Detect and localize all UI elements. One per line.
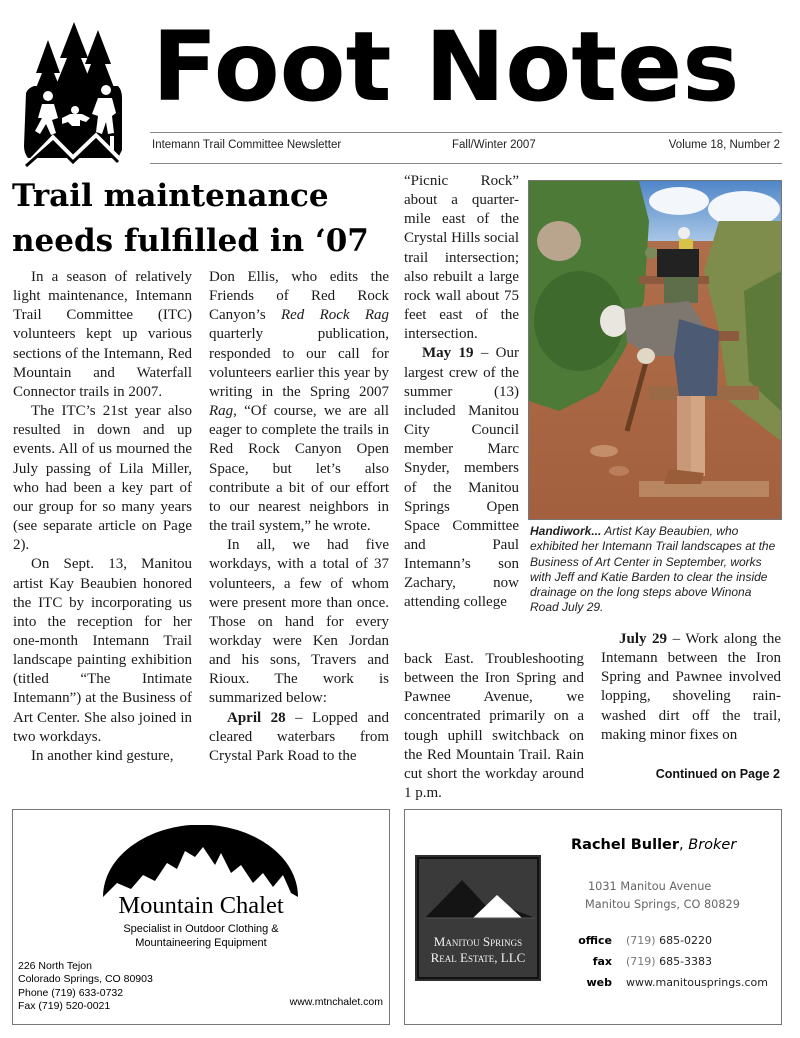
article-paragraph: The ITC’s 21st year also resulted in down and up events. All of us mourned the July passing of Lila Miller, who had been a key part of our group for so many years (see separate article on Page 2).: [13, 403, 192, 554]
logo-line: Manitou Springs: [433, 934, 523, 949]
office-number: 685-0220: [659, 934, 713, 947]
address-line: Colorado Springs, CO 80903: [18, 973, 153, 986]
issue-date: Fall/Winter 2007: [452, 139, 536, 151]
workday-date: May 19: [422, 345, 474, 362]
agent-name: Rachel Buller, Broker: [571, 837, 737, 853]
article-paragraph: In a season of relatively light maintenance, Intemann Trail Committee (ITC) volunteers kept up various sections of the Intemann, Red Mountain and Waterfall Connector trails in 2007.: [13, 269, 192, 400]
mountain-chalet-tagline: Mountaineering Equipment: [135, 937, 267, 949]
itc-logo-icon: [18, 18, 126, 168]
text: Don Ellis, who edits the Friends of Red Rock Canyon’s: [209, 269, 389, 324]
address-line: 226 North Tejon: [18, 960, 92, 972]
phone-number: Phone (719) 633-0732: [18, 986, 124, 999]
manitou-springs-logo-text: [415, 934, 541, 966]
trail-work-photo: [528, 180, 782, 520]
workday-date: July 29: [619, 631, 668, 647]
masthead-rule-bottom: [150, 163, 782, 164]
fax-row: [555, 955, 712, 968]
ad-manitou-springs-real-estate: [404, 809, 782, 1025]
article-column-4: [601, 630, 781, 745]
article-paragraph: [601, 630, 781, 745]
mountain-chalet-tagline: Specialist in Outdoor Clothing &: [123, 923, 279, 935]
area-code: (719): [626, 955, 656, 968]
caption-text: Artist Kay Beaubien, who exhibited her Intemann Trail landscapes at the Business of Art Center in September, works with Jeff and Katie Barden to clear the inside drainage on the long steps above Winona Road July 29.: [530, 524, 776, 615]
article-paragraph: “Picnic Rock” about a quarter-mile east of the Crystal Hills social trail intersection; also rebuilt a large rock wall about 75 feet east of the intersection.: [404, 173, 519, 343]
caption-lead: Handiwork...: [530, 524, 602, 538]
article-column-3-continued: [404, 650, 584, 803]
article-paragraph: [404, 344, 519, 612]
publication-title: Rag: [209, 403, 234, 420]
agent-address: Manitou Springs, CO 80829: [585, 898, 740, 911]
manitou-springs-logo: [415, 855, 541, 981]
workday-date: April 28: [227, 709, 286, 726]
article-paragraph: back East. Troubleshooting between the Iron Spring and Pawnee Avenue, we concentrated primarily on a tough uphill switchback on the Red Mountain Trail. Rain cut short the workday around 1 p.m.: [404, 651, 584, 802]
mountain-chalet-website[interactable]: www.mtnchalet.com: [289, 996, 383, 1008]
agent-address: 1031 Manitou Avenue: [588, 880, 712, 893]
photo-caption: [530, 524, 782, 616]
website-link[interactable]: www.manitousprings.com: [626, 976, 768, 989]
logo-line: Real Estate, LLC: [430, 950, 526, 965]
mountain-dome-icon: [103, 825, 298, 900]
article-column-3: [404, 172, 519, 613]
article-column-1: [13, 268, 192, 766]
mountain-chalet-name: Mountain Chalet: [118, 892, 284, 919]
ad-mountain-chalet: [12, 809, 390, 1025]
article-column-2: [209, 268, 389, 766]
article-headline: Trail maintenance needs fulfilled in ‘07: [12, 178, 369, 259]
article-paragraph: In all, we had five workdays, with a total of 37 volunteers, a few of whom were present more than once. Those on hand for every workday were Ken Jordan and his sons, Travers and Rioux. The work is summarized below:: [209, 537, 389, 707]
masthead-title: Foot Notes: [152, 11, 740, 123]
article-paragraph: [209, 268, 389, 536]
article-paragraph: On Sept. 13, Manitou artist Kay Beaubien honored the ITC by incorporating us into the reception for her one-month Intemann Trail landscape painting exhibition (titled “The Intimate Intemann”) at the Business of Art Center. She also joined in two workdays.: [13, 556, 192, 745]
text: – Work along the Intemann between the Iron Spring and Pawnee involved lopping, shoveling rain-washed dirt off the trail, making minor fixes on: [601, 631, 781, 743]
fax-number: Fax (719) 520-0021: [18, 999, 111, 1012]
volume-number: Volume 18, Number 2: [668, 139, 780, 151]
area-code: (719): [626, 934, 656, 947]
web-row: [555, 976, 768, 989]
agent-name-text: Rachel Buller: [571, 837, 680, 853]
text: , “Of course, we are all eager to complete the trails in Red Rock Canyon Open Space, but let’s also contribute a bit of our effort to our nearest neighbors in the trail system,” he wrote.: [209, 403, 389, 535]
mountain-chalet-contact: [18, 960, 153, 1013]
newsletter-name: Intemann Trail Committee Newsletter: [152, 139, 342, 151]
continued-link[interactable]: Continued on Page 2: [655, 767, 780, 781]
web-label: web: [586, 976, 612, 989]
office-label: office: [578, 934, 612, 947]
fax-label: fax: [592, 955, 612, 968]
text: – Our largest crew of the summer (13) included Manitou City Council member Marc Snyder, members of the Manitou Springs Open Space Committee and Paul Intemann’s son Zachary, now attending college: [404, 345, 519, 611]
publication-title: Red Rock Rag: [280, 307, 390, 324]
text: quarterly publication, responded to our call for volunteers earlier this year by writing in the Spring 2007: [209, 326, 389, 400]
agent-title: Broker: [688, 837, 737, 853]
masthead-rule-top: [150, 132, 782, 133]
article-paragraph: In another kind gesture,: [31, 747, 174, 764]
text: – Lopped and cleared waterbars from Crystal Park Road to the: [209, 709, 390, 764]
article-paragraph: [209, 709, 389, 766]
fax-number: 685-3383: [659, 955, 713, 968]
office-phone-row: [555, 934, 712, 947]
